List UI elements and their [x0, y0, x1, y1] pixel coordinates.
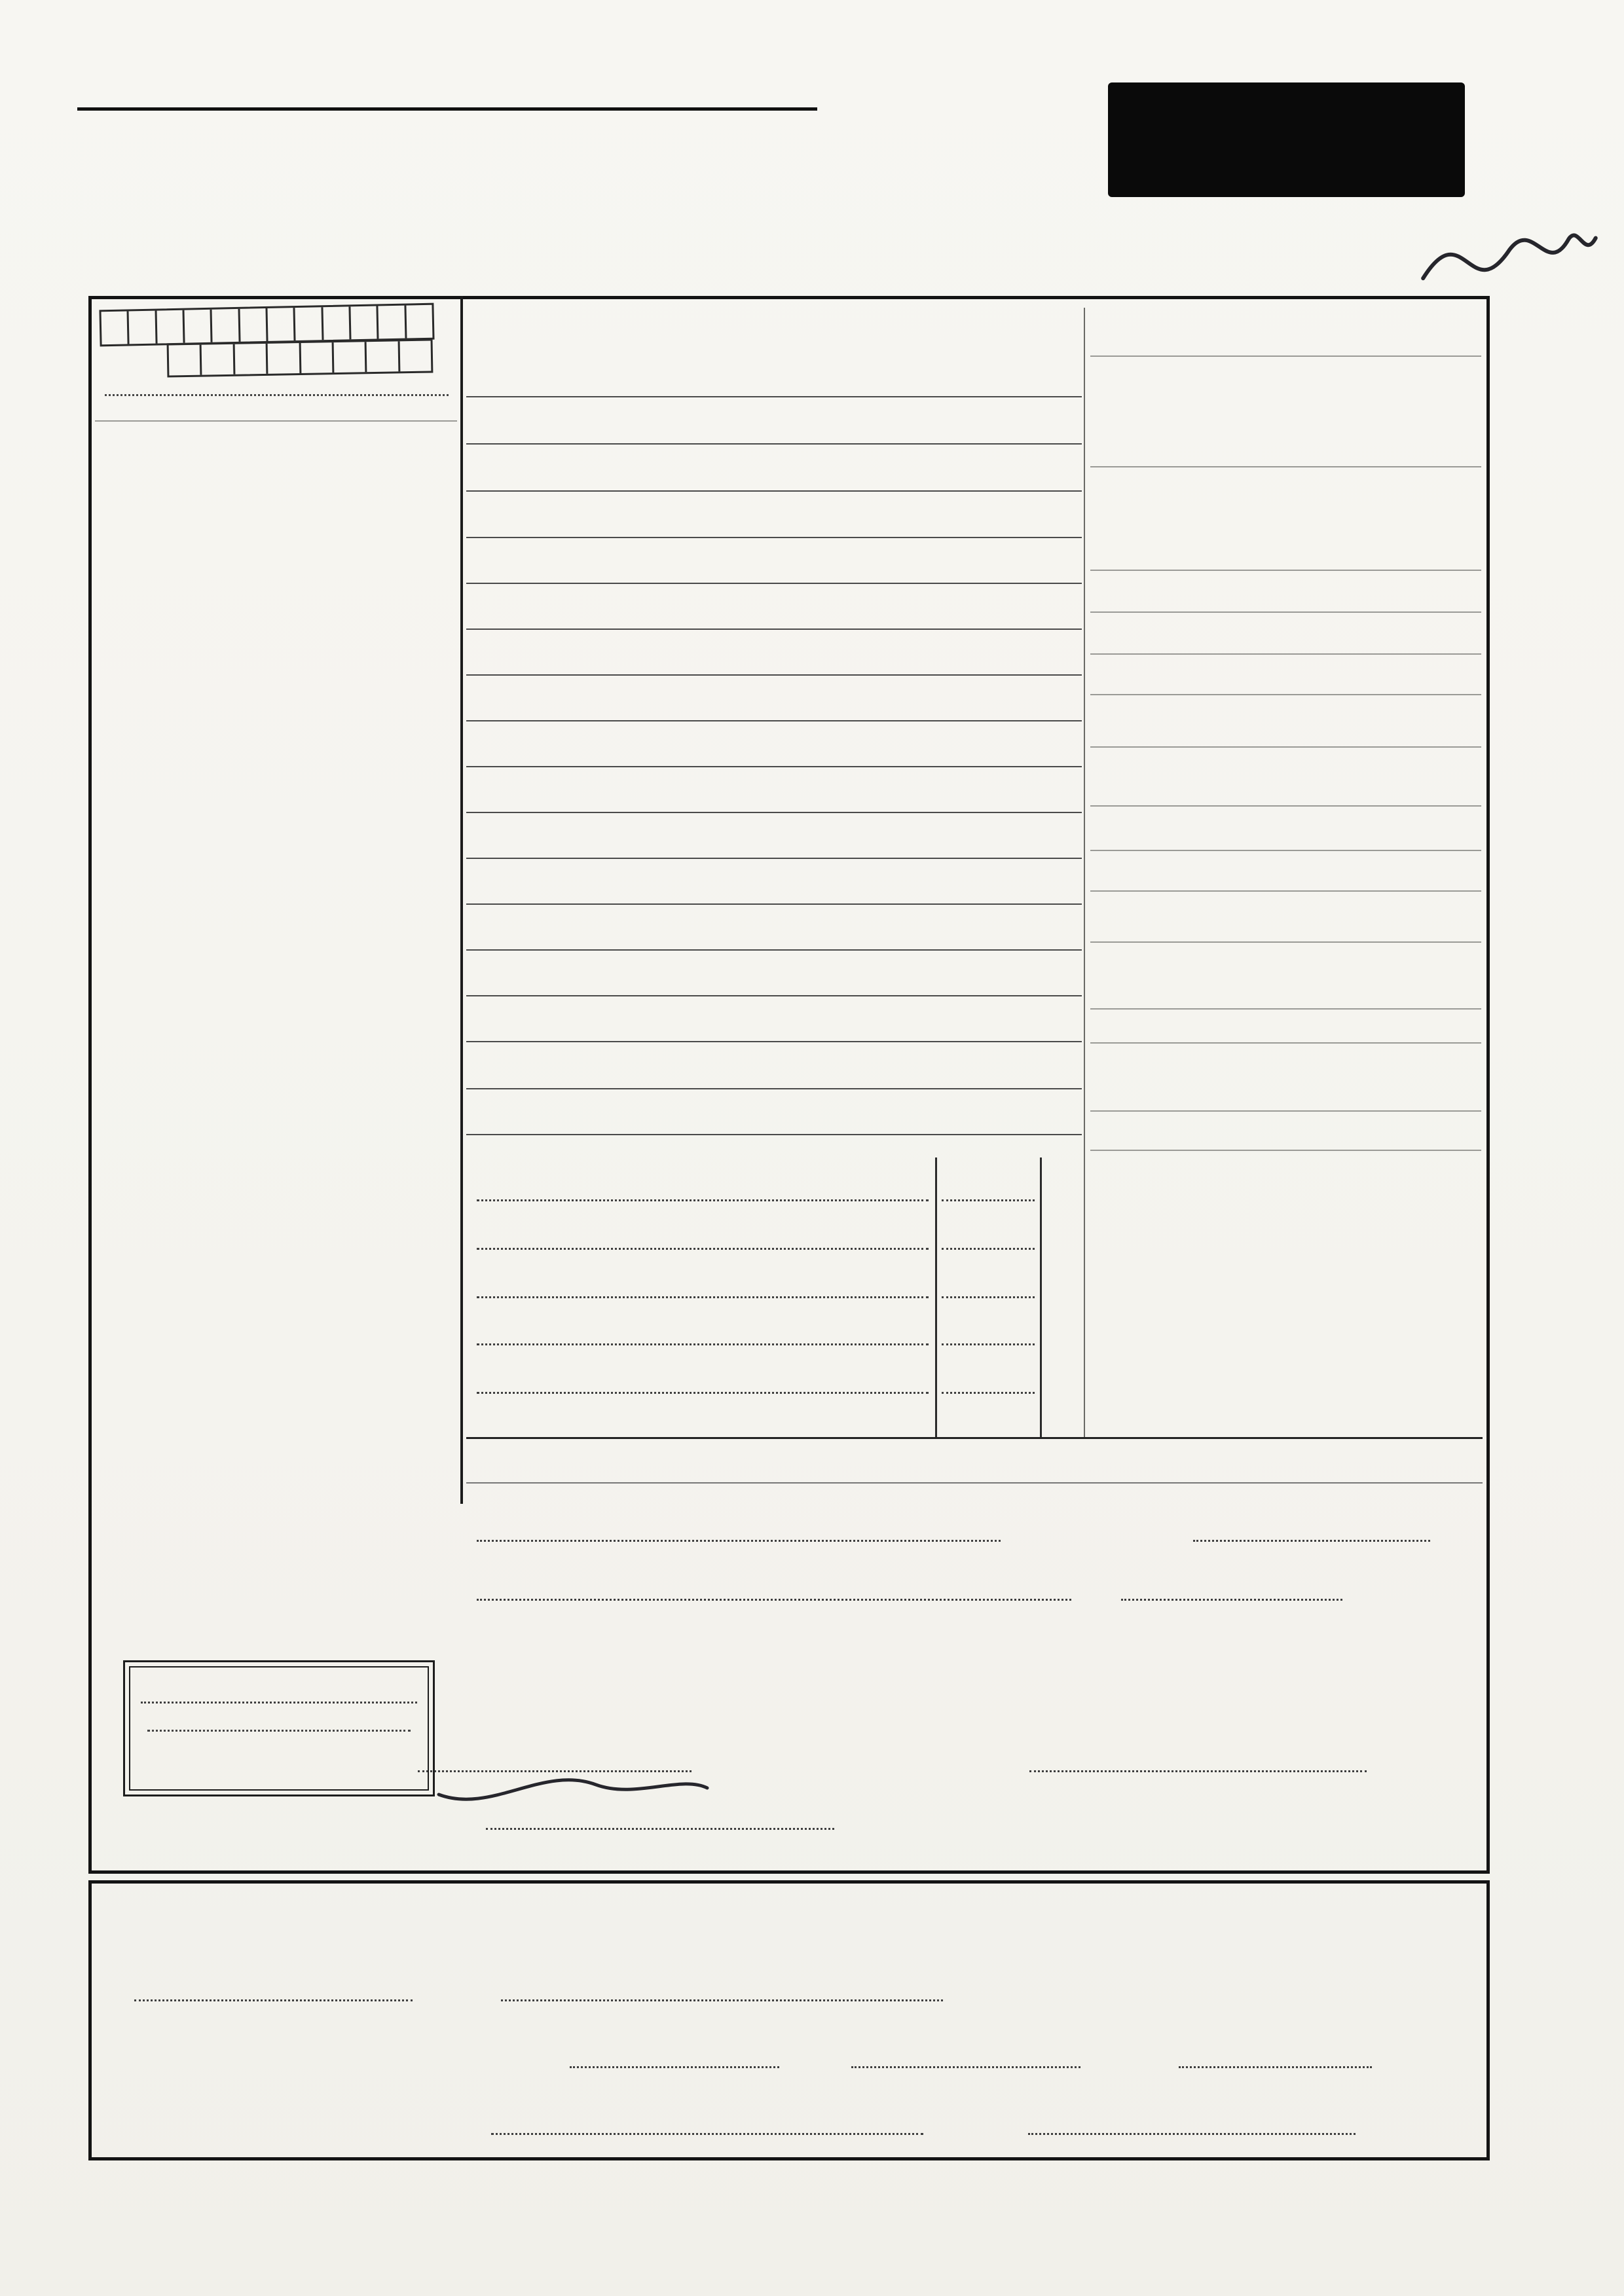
children-age-line — [942, 1296, 1035, 1298]
children-row-line — [477, 1199, 929, 1201]
label-sep — [1090, 805, 1481, 807]
camp-answer-line — [501, 1999, 943, 2001]
etc-answer-line — [570, 2066, 779, 2068]
answer-line — [466, 720, 1082, 721]
law-text-block — [105, 1054, 453, 1059]
forests-answer-line — [851, 2066, 1080, 2068]
label-sep — [1090, 890, 1481, 892]
label-sep — [1090, 850, 1481, 851]
note-bottom-rule — [466, 1482, 1483, 1484]
declarant-name-line — [1193, 1540, 1430, 1542]
children-row-line — [477, 1392, 929, 1394]
answer-line — [466, 812, 1082, 813]
citizenship-granted-box — [123, 1660, 435, 1796]
answer-line — [466, 443, 1082, 445]
answer-line — [466, 396, 1082, 397]
place-date-line — [1029, 1770, 1367, 1772]
answer-line — [466, 537, 1082, 538]
citizenship-number-line — [147, 1710, 411, 1732]
label-sep — [1090, 1008, 1481, 1010]
children-age-line — [942, 1392, 1035, 1394]
left-column-separator — [95, 420, 457, 422]
victim-name-line — [477, 1599, 1071, 1601]
label-sep — [1090, 466, 1481, 467]
label-sep — [1090, 1042, 1481, 1044]
label-sep — [1090, 941, 1481, 943]
answer-line — [466, 1134, 1082, 1135]
answer-line — [466, 674, 1082, 676]
children-table-vline — [1040, 1157, 1042, 1437]
answer-line — [466, 995, 1082, 996]
children-age-line — [942, 1248, 1035, 1250]
authority-line — [77, 97, 817, 111]
children-age-line — [942, 1343, 1035, 1345]
main-form-border — [88, 296, 1490, 1874]
label-sep — [1090, 694, 1481, 695]
label-sep — [1090, 653, 1481, 655]
answer-line — [466, 490, 1082, 492]
label-sep — [1090, 746, 1481, 748]
underground-answer-line — [1179, 2066, 1372, 2068]
ghetto-answer-line — [134, 1999, 413, 2001]
children-table-vline — [935, 1157, 937, 1437]
yad-vashem-logo — [1108, 82, 1465, 197]
approval-number-line — [105, 374, 449, 396]
label-sep — [1090, 1150, 1481, 1151]
relative-line — [1121, 1599, 1342, 1601]
labels-column-divider — [1084, 308, 1085, 1437]
label-sep — [1090, 570, 1481, 571]
children-age-line — [942, 1199, 1035, 1201]
answer-line — [466, 629, 1082, 630]
answer-line — [466, 858, 1082, 859]
answer-line — [466, 903, 1082, 905]
answer-line — [466, 766, 1082, 767]
serial-boxes-strip-2 — [167, 338, 434, 377]
children-row-line — [477, 1248, 929, 1250]
address-line — [477, 1540, 1001, 1542]
official-signature-line — [486, 1828, 834, 1830]
witness-signature-line — [1028, 2133, 1356, 2135]
left-column-divider — [460, 296, 463, 1504]
answer-line — [466, 1041, 1082, 1042]
table-bottom-rule — [466, 1437, 1483, 1439]
label-sep — [1090, 355, 1481, 357]
children-row-line — [477, 1296, 929, 1298]
label-sep — [1090, 611, 1481, 613]
signature-flourish — [432, 1758, 714, 1817]
label-sep — [1090, 1110, 1481, 1112]
citizenship-dotted-line — [141, 1675, 417, 1704]
witness-address-line — [491, 2133, 923, 2135]
children-row-line — [477, 1343, 929, 1345]
answer-line — [466, 949, 1082, 951]
approval-number-row — [98, 374, 455, 396]
answer-line — [466, 583, 1082, 584]
scientific-division-box — [88, 1880, 1490, 2160]
answer-line — [466, 1088, 1082, 1089]
